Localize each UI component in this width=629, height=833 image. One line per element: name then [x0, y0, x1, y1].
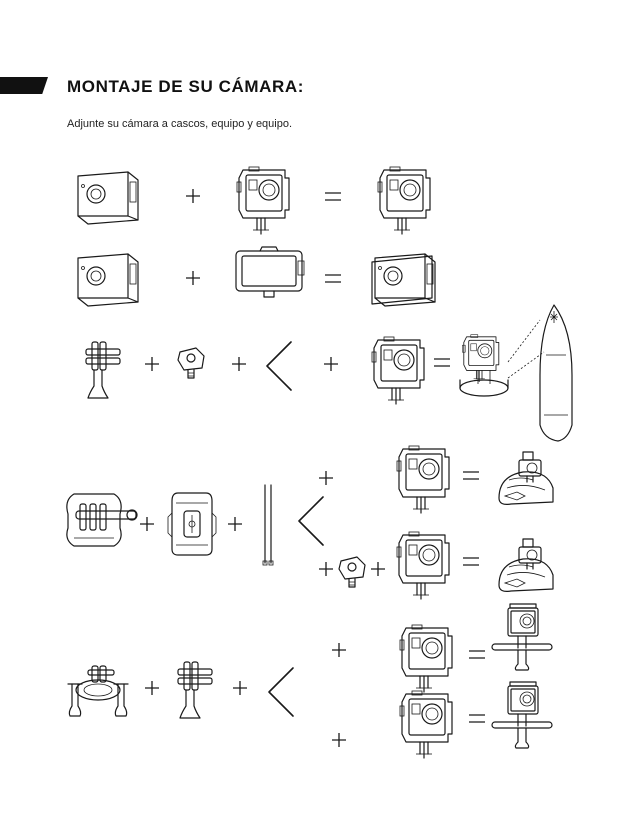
cased-camera-icon	[378, 167, 430, 234]
waterproof-case-icon	[400, 625, 452, 692]
handlebar-clamp-icon	[68, 666, 128, 716]
helmet-base-icon	[168, 493, 216, 555]
page-title: MONTAJE DE SU CÁMARA:	[67, 77, 305, 96]
handlebar-icon	[492, 682, 552, 748]
plus-sign	[140, 517, 154, 531]
surfboard-icon	[540, 305, 572, 441]
plus-sign	[332, 643, 346, 657]
camera-icon	[78, 254, 138, 306]
equals-sign	[434, 359, 450, 366]
waterproof-case-icon	[397, 532, 449, 599]
equals-sign	[469, 715, 485, 722]
plus-sign	[145, 357, 159, 371]
helmet-icon	[499, 452, 553, 504]
handlebar-icon	[492, 604, 552, 670]
waterproof-case-icon	[237, 167, 289, 234]
equals-sign	[325, 193, 341, 200]
plus-sign	[332, 733, 346, 747]
waterproof-case-icon	[372, 337, 424, 404]
adhesive-sticker-icon	[269, 668, 293, 716]
mount-arm-icon	[86, 342, 120, 398]
tripod-adapter-icon	[178, 348, 204, 378]
plus-sign	[319, 471, 333, 485]
page-subtitle: Adjunte su cámara a cascos, equipo y equipo.	[67, 118, 293, 130]
equals-sign	[463, 558, 479, 565]
adhesive-sticker-icon	[299, 497, 323, 545]
buckle-mount-icon	[67, 494, 137, 546]
frame-mount-icon	[236, 247, 304, 297]
plus-sign	[228, 517, 242, 531]
plus-sign	[324, 357, 338, 371]
equals-sign	[463, 472, 479, 479]
tripod-adapter-icon	[339, 557, 365, 587]
helmet-icon	[499, 539, 553, 591]
plus-sign	[233, 681, 247, 695]
plus-sign	[371, 562, 385, 576]
zip-ties-icon	[263, 485, 273, 565]
waterproof-case-icon	[397, 446, 449, 513]
plus-sign	[145, 681, 159, 695]
surfboard-mount-result	[460, 320, 544, 396]
plus-sign	[232, 357, 246, 371]
equals-sign	[325, 275, 341, 282]
adhesive-sticker-icon	[267, 342, 291, 390]
plus-sign	[319, 562, 333, 576]
framed-camera-icon	[372, 254, 435, 306]
plus-sign	[186, 271, 200, 285]
plus-sign	[186, 189, 200, 203]
equals-sign	[469, 651, 485, 658]
camera-icon	[78, 172, 138, 224]
mount-arm-icon	[178, 662, 212, 718]
waterproof-case-icon	[400, 691, 452, 758]
